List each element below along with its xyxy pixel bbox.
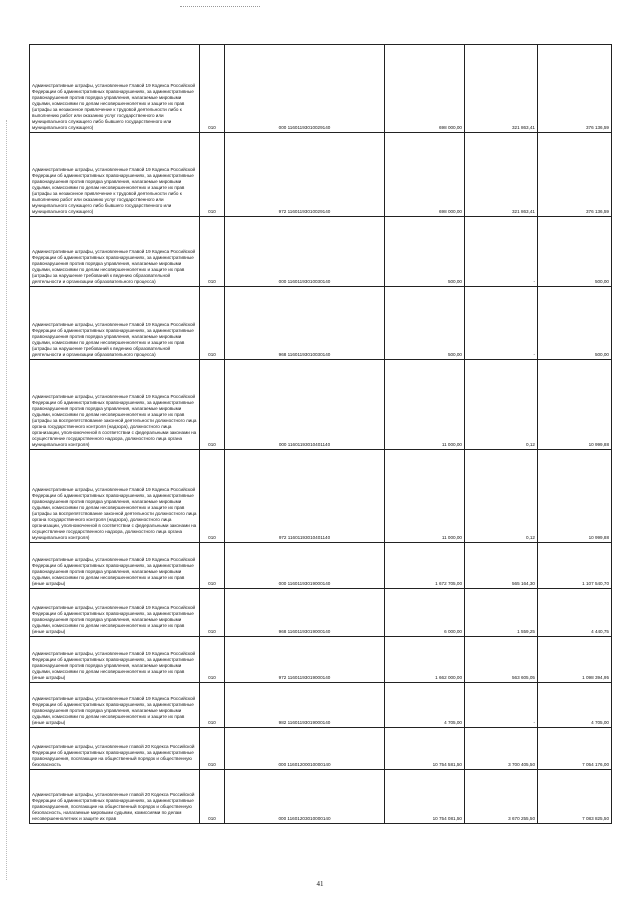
row-approved: 1 662 000,00 <box>385 637 465 683</box>
row-remaining: 376 136,59 <box>538 45 612 133</box>
row-kbk: 000 11601200010000140 <box>225 728 385 770</box>
row-code: 010 <box>200 45 225 133</box>
row-executed: - <box>465 683 538 728</box>
table-row <box>30 287 612 360</box>
row-remaining: 4 705,00 <box>538 683 612 728</box>
table-row <box>30 770 612 824</box>
row-remaining: 10 999,88 <box>538 450 612 543</box>
scan-edge <box>6 120 8 880</box>
row-kbk: 000 11601193010029140 <box>225 45 385 133</box>
row-code: 010 <box>200 683 225 728</box>
row-approved: 698 000,00 <box>385 45 465 133</box>
row-name: Административные штрафы, установленные Главой 19 Кодекса Российской Федерации об административных правонарушениях, за административные правонарушения против порядка управления, налагаемые мировыми судьями, комиссиями по делам несовершеннолетних и защите их прав (иные штрафы) <box>30 589 200 637</box>
row-remaining: 500,00 <box>538 287 612 360</box>
row-code: 010 <box>200 360 225 450</box>
row-code: 010 <box>200 728 225 770</box>
row-name: Административные штрафы, установленные Главой 19 Кодекса Российской Федерации об административных правонарушениях, за административные правонарушения против порядка управления, налагаемые мировыми судьями, комиссиями по делам несовершеннолетних и защите их прав (иные штрафы) <box>30 683 200 728</box>
row-approved: 10 754 581,50 <box>385 728 465 770</box>
income-table <box>29 44 612 824</box>
row-executed: 321 863,41 <box>465 133 538 217</box>
row-executed: 321 863,41 <box>465 45 538 133</box>
row-executed: 1 559,25 <box>465 589 538 637</box>
table-row <box>30 728 612 770</box>
row-executed: 565 164,30 <box>465 543 538 589</box>
row-name: Административные штрафы, установленные Главой 19 Кодекса Российской Федерации об административных правонарушениях, за административные правонарушения против порядка управления, налагаемые мировыми судьями, комиссиями по делам несовершеннолетних и защите их прав (штрафы за воспрепятствование законной деятельности должностного лица органа государственного контроля (надзора), должностного лица организации, уполномоченной в соответствии с федеральными законами на осуществление государственного надзора, должностного лица органа муниципального контроля) <box>30 360 200 450</box>
row-kbk: 972 11601193019000140 <box>225 637 385 683</box>
row-code: 010 <box>200 543 225 589</box>
row-executed: 3 700 405,50 <box>465 728 538 770</box>
row-kbk: 968 11601193019000140 <box>225 589 385 637</box>
page-number: 41 <box>316 880 324 888</box>
row-remaining: 4 440,75 <box>538 589 612 637</box>
row-name: Административные штрафы, установленные Главой 19 Кодекса Российской Федерации об административных правонарушениях, за административные правонарушения против порядка управления, налагаемые мировыми судьями, комиссиями по делам несовершеннолетних и защите их прав (иные штрафы) <box>30 637 200 683</box>
row-approved: 500,00 <box>385 287 465 360</box>
row-remaining: 7 083 825,50 <box>538 770 612 824</box>
table-row <box>30 589 612 637</box>
row-kbk: 000 11601203010000140 <box>225 770 385 824</box>
row-name: Административные штрафы, установленные главой 20 Кодекса Российской Федерации об административных правонарушениях, за административные правонарушения, посягающие на общественный порядок и общественную безопасность, налагаемые мировыми судьями, комиссиями по делам несовершеннолетних и защите их прав <box>30 770 200 824</box>
row-executed: - <box>465 287 538 360</box>
row-remaining: 1 098 394,95 <box>538 637 612 683</box>
row-kbk: 000 11601193010401140 <box>225 360 385 450</box>
row-name: Административные штрафы, установленные Главой 19 Кодекса Российской Федерации об административных правонарушениях, за административные правонарушения против порядка управления, налагаемые мировыми судьями, комиссиями по делам несовершеннолетних и защите их прав (штрафы за воспрепятствование законной деятельности должностного лица органа государственного контроля (надзора), должностного лица организации, уполномоченной в соответствии с федеральными законами на осуществление государственного надзора, должностного лица органа муниципального контроля) <box>30 450 200 543</box>
row-kbk: 982 11601193019000140 <box>225 683 385 728</box>
row-approved: 4 705,00 <box>385 683 465 728</box>
table-row <box>30 450 612 543</box>
row-executed: 0,12 <box>465 450 538 543</box>
row-code: 010 <box>200 217 225 287</box>
row-executed: 563 605,05 <box>465 637 538 683</box>
row-remaining: 7 054 176,00 <box>538 728 612 770</box>
row-code: 010 <box>200 287 225 360</box>
scan-mark <box>180 6 260 8</box>
row-approved: 11 000,00 <box>385 450 465 543</box>
row-kbk: 972 11601193010029140 <box>225 133 385 217</box>
row-executed: 3 670 255,50 <box>465 770 538 824</box>
row-name: Административные штрафы, установленные Главой 19 Кодекса Российской Федерации об административных правонарушениях, за административные правонарушения против порядка управления, налагаемые мировыми судьями, комиссиями по делам несовершеннолетних и защите их прав (штрафы за нарушение требований к ведению образовательной деятельности и организации образовательного процесса) <box>30 217 200 287</box>
row-approved: 6 000,00 <box>385 589 465 637</box>
row-executed: 0,12 <box>465 360 538 450</box>
row-remaining: 376 136,59 <box>538 133 612 217</box>
row-name: Административные штрафы, установленные Главой 19 Кодекса Российской Федерации об административных правонарушениях, за административные правонарушения против порядка управления, налагаемые мировыми судьями, комиссиями по делам несовершеннолетних и защите их прав (штрафы за незаконное привлечение к трудовой деятельности либо к выполнению работ или оказанию услуг государственного или муниципального служащего либо бывшего государственного или муниципального служащего) <box>30 45 200 133</box>
row-remaining: 10 999,88 <box>538 360 612 450</box>
row-code: 010 <box>200 450 225 543</box>
table-row <box>30 683 612 728</box>
row-kbk: 968 11601193010030140 <box>225 287 385 360</box>
row-approved: 10 754 081,50 <box>385 770 465 824</box>
row-code: 010 <box>200 133 225 217</box>
row-approved: 698 000,00 <box>385 133 465 217</box>
row-approved: 11 000,00 <box>385 360 465 450</box>
table-row <box>30 360 612 450</box>
row-kbk: 000 11601193010030140 <box>225 217 385 287</box>
row-name: Административные штрафы, установленные Главой 19 Кодекса Российской Федерации об административных правонарушениях, за административные правонарушения против порядка управления, налагаемые мировыми судьями, комиссиями по делам несовершеннолетних и защите их прав (иные штрафы) <box>30 543 200 589</box>
table-row <box>30 637 612 683</box>
row-approved: 500,00 <box>385 217 465 287</box>
table-row <box>30 45 612 133</box>
row-name: Административные штрафы, установленные Главой 19 Кодекса Российской Федерации об административных правонарушениях, за административные правонарушения против порядка управления, налагаемые мировыми судьями, комиссиями по делам несовершеннолетних и защите их прав (штрафы за нарушение требований к ведению образовательной деятельности и организации образовательного процесса) <box>30 287 200 360</box>
row-name: Административные штрафы, установленные главой 20 Кодекса Российской Федерации об административных правонарушениях, за административные правонарушения, посягающие на общественный порядок и общественную безопасность <box>30 728 200 770</box>
row-executed: - <box>465 217 538 287</box>
row-code: 010 <box>200 637 225 683</box>
table-row <box>30 133 612 217</box>
row-kbk: 000 11601193019000140 <box>225 543 385 589</box>
row-approved: 1 672 705,00 <box>385 543 465 589</box>
row-code: 010 <box>200 589 225 637</box>
row-code: 010 <box>200 770 225 824</box>
table-row <box>30 217 612 287</box>
row-kbk: 972 11601193010401140 <box>225 450 385 543</box>
row-remaining: 1 107 540,70 <box>538 543 612 589</box>
row-name: Административные штрафы, установленные Главой 19 Кодекса Российской Федерации об административных правонарушениях, за административные правонарушения против порядка управления, налагаемые мировыми судьями, комиссиями по делам несовершеннолетних и защите их прав (штрафы за незаконное привлечение к трудовой деятельности либо к выполнению работ или оказанию услуг государственного или муниципального служащего либо бывшего государственного или муниципального служащего) <box>30 133 200 217</box>
row-remaining: 500,00 <box>538 217 612 287</box>
table-row <box>30 543 612 589</box>
